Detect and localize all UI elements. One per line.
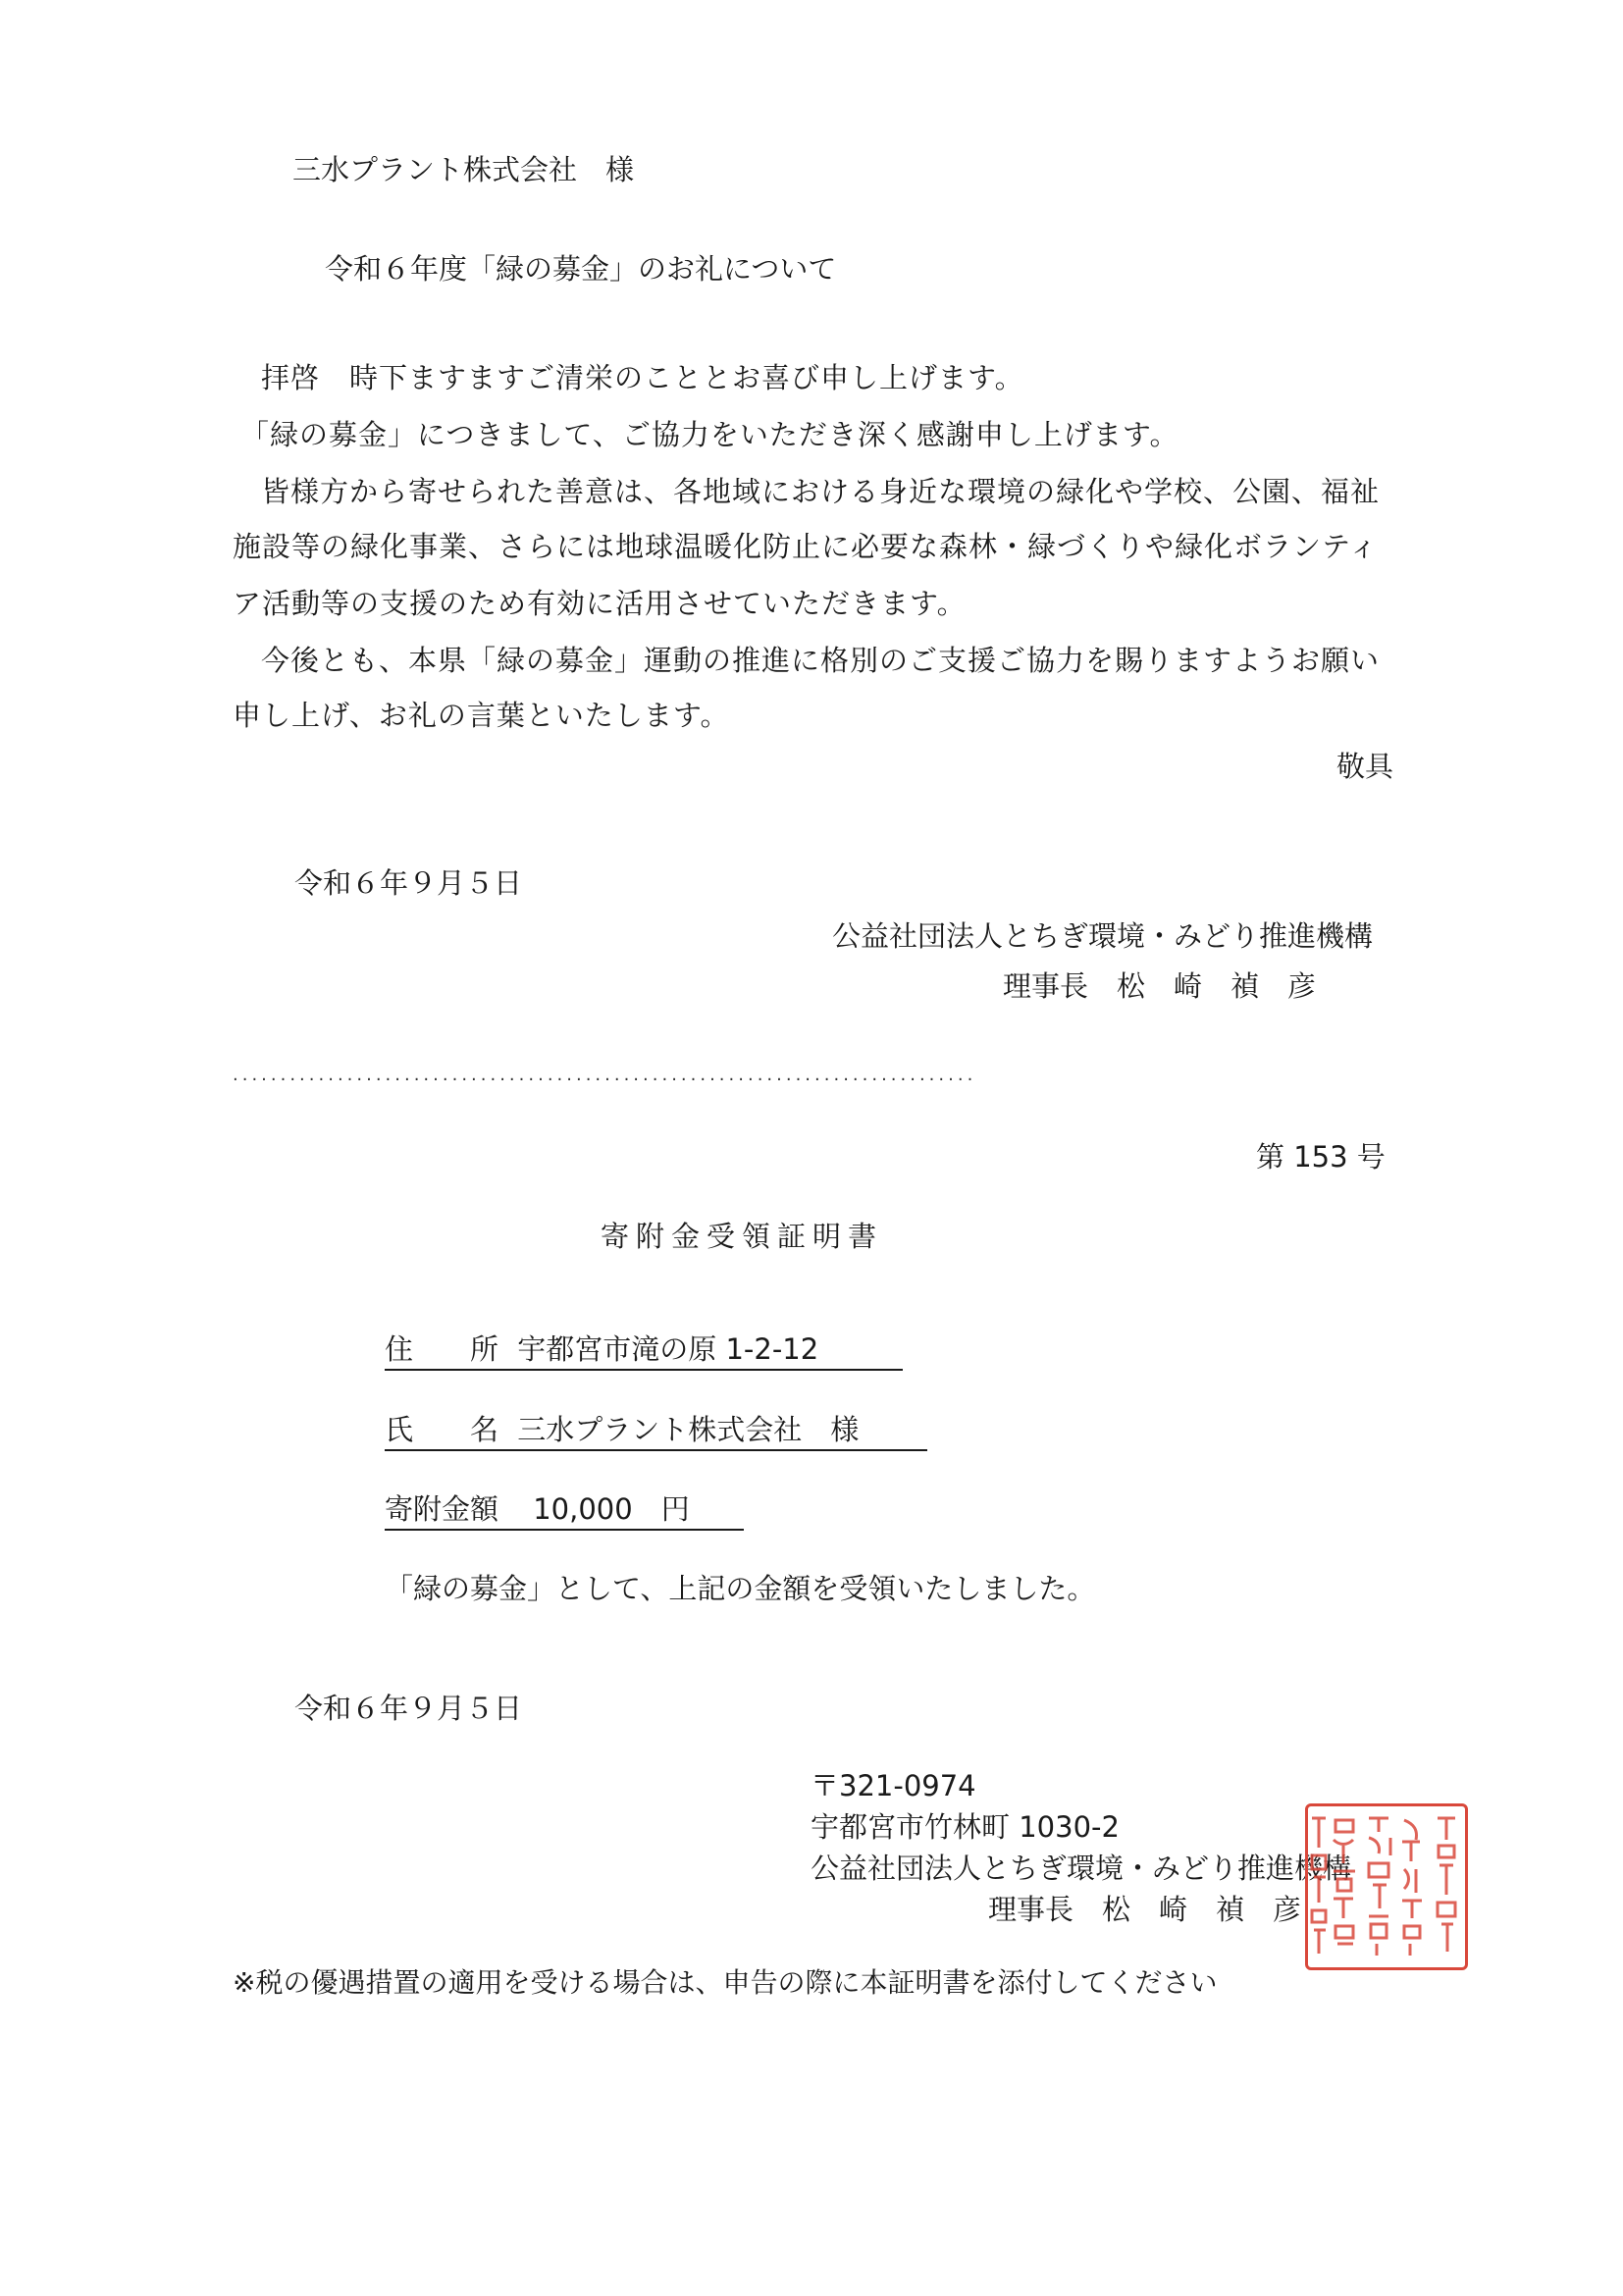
address-label: 住 所	[385, 1332, 499, 1366]
letter-date: 令和６年９月５日	[294, 866, 523, 900]
sender-address: 宇都宮市竹林町 1030-2	[811, 1810, 1120, 1844]
tax-note: ※税の優遇措置の適用を受ける場合は、申告の際に本証明書を添付してください	[233, 1966, 1218, 1999]
name-row	[385, 1413, 927, 1451]
official-seal-stamp	[1305, 1803, 1468, 1970]
certificate-title: 寄附金受領証明書	[601, 1220, 884, 1253]
letter-paragraph: 皆様方から寄せられた善意は、各地域における身近な環境の緑化や学校、公園、福祉	[261, 475, 1381, 508]
letter-subject: 令和６年度「緑の募金」のお礼について	[325, 252, 837, 286]
name-value: 三水プラント株式会社 様	[517, 1413, 860, 1446]
letter-closing: 敬具	[1336, 750, 1394, 783]
postal-code: 〒321-0974	[811, 1769, 976, 1802]
representative-name: 理事長 松 崎 禎 彦	[988, 1893, 1302, 1926]
addressee: 三水プラント株式会社 様	[292, 153, 635, 186]
letter-paragraph: 施設等の緑化事業、さらには地球温暖化防止に必要な森林・緑づくりや緑化ボランティ	[233, 530, 1379, 563]
letter-sender-name: 理事長 松 崎 禎 彦	[1003, 969, 1317, 1003]
dotted-separator: ..............................................................................	[233, 1065, 977, 1085]
letter-paragraph: 拝啓 時下ますますご清栄のこととお喜び申し上げます。	[261, 361, 1024, 394]
letter-paragraph: 「緑の募金」につきまして、ご協力をいただき深く感謝申し上げます。	[240, 418, 1179, 451]
letter-paragraph: ア活動等の支援のため有効に活用させていただきます。	[233, 587, 967, 620]
amount-value: 10,000 円	[533, 1492, 690, 1526]
name-label: 氏 名	[385, 1413, 499, 1446]
certificate-number: 第 153 号	[1256, 1140, 1386, 1174]
sender-org: 公益社団法人とちぎ環境・みどり推進機構	[811, 1852, 1352, 1885]
certificate-date: 令和６年９月５日	[294, 1692, 523, 1725]
letter-sender-org: 公益社団法人とちぎ環境・みどり推進機構	[832, 919, 1374, 953]
letter-paragraph: 申し上げ、お礼の言葉といたします。	[233, 699, 730, 732]
amount-label: 寄附金額	[385, 1492, 499, 1526]
amount-row	[385, 1492, 744, 1531]
receipt-statement: 「緑の募金」として、上記の金額を受領いたしました。	[385, 1572, 1096, 1605]
address-value: 宇都宮市滝の原 1-2-12	[517, 1332, 819, 1366]
letter-paragraph: 今後とも、本県「緑の募金」運動の推進に格別のご支援ご協力を賜りますようお願い	[261, 644, 1381, 677]
address-row	[385, 1332, 903, 1371]
